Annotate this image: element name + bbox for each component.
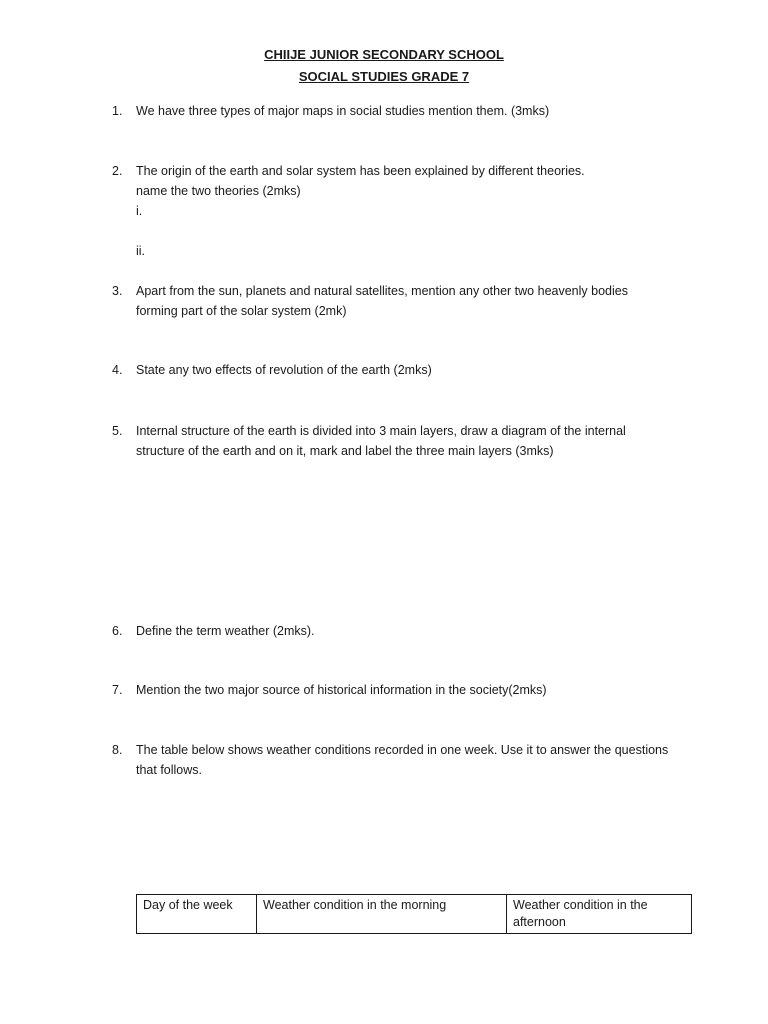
question-number: 2. [112, 164, 123, 178]
table-header-cell: Weather condition in the afternoon [507, 895, 692, 934]
weather-table [136, 894, 692, 934]
table-header-cell: Weather condition in the morning [257, 895, 507, 934]
question-2-part-ii [112, 241, 692, 261]
question-text: Mention the two major source of historical information in the society(2mks) [136, 683, 547, 697]
question-text: The origin of the earth and solar system has been explained by different theories. [136, 164, 585, 178]
question-number: 1. [112, 104, 123, 118]
answer-marker-ii: ii. [136, 244, 146, 258]
question-text: name the two theories (2mks) [136, 184, 301, 198]
table-header-row [137, 895, 692, 934]
question-7 [112, 680, 692, 700]
question-text: that follows. [136, 763, 203, 777]
subject-title: SOCIAL STUDIES GRADE 7 [298, 69, 470, 84]
question-6 [112, 621, 692, 641]
question-text: Apart from the sun, planets and natural satellites, mention any other two heavenly bodies [136, 284, 628, 298]
question-number: 7. [112, 683, 123, 697]
question-number: 5. [112, 424, 123, 438]
question-text: State any two effects of revolution of the earth (2mks) [136, 363, 432, 377]
question-5 [112, 421, 692, 461]
question-text: The table below shows weather conditions recorded in one week. Use it to answer the questions [136, 743, 669, 757]
question-1 [112, 101, 692, 121]
table-header-cell: Day of the week [137, 895, 257, 934]
question-text: We have three types of major maps in social studies mention them. (3mks) [136, 104, 550, 118]
question-text: Internal structure of the earth is divided into 3 main layers, draw a diagram of the internal [136, 424, 626, 438]
question-8 [112, 740, 712, 780]
question-number: 4. [112, 363, 123, 377]
question-number: 3. [112, 284, 123, 298]
school-name: CHIIJE JUNIOR SECONDARY SCHOOL [264, 47, 504, 62]
question-number: 8. [112, 743, 123, 757]
question-text: structure of the earth and on it, mark and label the three main layers (3mks) [136, 444, 554, 458]
question-text: Define the term weather (2mks). [136, 624, 315, 638]
answer-marker-i: i. [136, 204, 143, 218]
question-4 [112, 360, 692, 380]
question-3 [112, 281, 692, 321]
question-text: forming part of the solar system (2mk) [136, 304, 347, 318]
question-2 [112, 161, 692, 221]
question-number: 6. [112, 624, 123, 638]
